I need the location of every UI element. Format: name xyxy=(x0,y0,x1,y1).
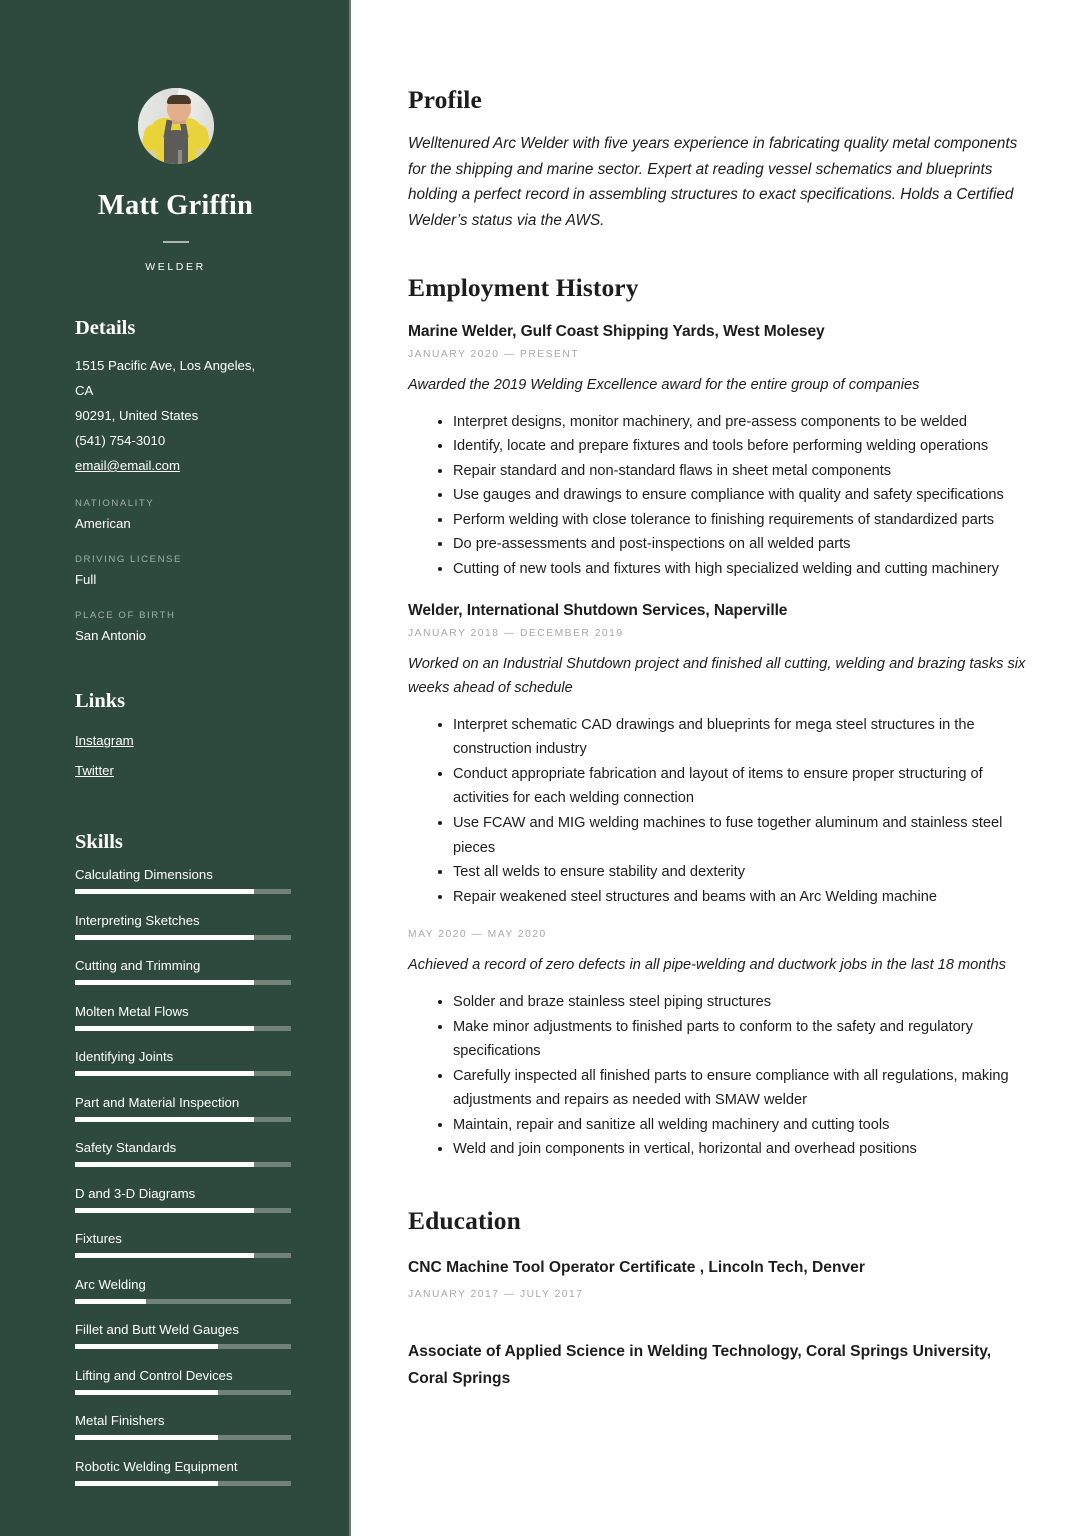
sidebar xyxy=(0,0,351,1536)
skill-level-bar xyxy=(75,1026,291,1031)
profile-text: Welltenured Arc Welder with five years experience in fabricating quality metal components for the shipping and marine sector. Expert at reading vessel schematics and blueprints holding a perfect record in assembling structures to exact specifications. Holds a Certified Welder’s status via the AWS. xyxy=(408,135,1018,229)
photo-hair xyxy=(167,95,191,104)
candidate-job-title: WELDER xyxy=(145,261,206,273)
bullet-item: • Interpret designs, monitor machinery, and pre-assess components to be welded xyxy=(453,410,1028,435)
skill-label: Part and Material Inspection xyxy=(75,1094,240,1110)
employment-entry-date: JANUARY 2018 — DECEMBER 2019 xyxy=(408,627,624,639)
skill-label: Safety Standards xyxy=(75,1140,177,1155)
education-heading: Education xyxy=(408,1206,521,1236)
skill-level-bar xyxy=(75,980,291,985)
bullet-item: • Cutting of new tools and fixtures with high specialized welding and cutting machinery xyxy=(453,557,1028,582)
section-employment-history xyxy=(408,273,1028,1162)
skills-heading: Skills xyxy=(75,831,123,853)
detail-field-value: Full xyxy=(75,572,97,587)
employment-entry-bullets xyxy=(408,713,1028,910)
skill-level-fill xyxy=(75,1299,146,1304)
skill-item xyxy=(75,1049,276,1076)
skill-label: Molten Metal Flows xyxy=(75,1003,189,1019)
link-twitter[interactable]: Twitter xyxy=(75,763,114,778)
skill-level-fill xyxy=(75,1344,218,1349)
section-profile xyxy=(408,85,1028,233)
bullet-item: • Maintain, repair and sanitize all welding machinery and cutting tools xyxy=(453,1113,1028,1138)
detail-field-place-of-birth xyxy=(75,610,276,646)
skill-level-bar xyxy=(75,889,291,894)
skill-label: Lifting and Control Devices xyxy=(75,1367,233,1383)
bullet-item: • Interpret schematic CAD drawings and blueprints for mega steel structures in the construction industry xyxy=(453,713,1028,762)
skill-level-fill xyxy=(75,1208,254,1213)
address-line-1: 1515 Pacific Ave, Los Angeles, CA xyxy=(75,358,256,398)
section-education xyxy=(408,1206,1028,1392)
skill-level-bar xyxy=(75,1299,291,1304)
bullet-item: • Solder and braze stainless steel piping structures xyxy=(453,990,1028,1015)
detail-field-value: San Antonio xyxy=(75,628,147,643)
employment-list xyxy=(408,323,1028,1162)
employment-entry-date: JANUARY 2020 — PRESENT xyxy=(408,349,580,360)
skill-label: Metal Finishers xyxy=(75,1413,165,1428)
employment-entry-summary: Awarded the 2019 Welding Excellence award for the entire group of companies xyxy=(408,377,920,393)
education-entry xyxy=(408,1338,1028,1392)
skill-level-bar xyxy=(75,1162,291,1167)
skill-level-bar xyxy=(75,1117,291,1122)
phone-number: (541) 754-3010 xyxy=(75,433,166,448)
skill-level-fill xyxy=(75,935,254,940)
skill-level-bar xyxy=(75,1344,291,1349)
avatar xyxy=(138,88,214,164)
skill-level-bar xyxy=(75,935,291,940)
skill-level-fill xyxy=(75,1481,218,1486)
employment-entry xyxy=(408,323,1028,582)
skill-level-fill xyxy=(75,1117,254,1122)
skill-level-fill xyxy=(75,980,254,985)
skills-list xyxy=(75,867,276,1486)
link-instagram[interactable]: Instagram xyxy=(75,733,134,748)
detail-field-driving-license xyxy=(75,554,276,590)
employment-entry-title: Marine Welder, Gulf Coast Shipping Yards, West Molesey xyxy=(408,323,825,340)
employment-heading: Employment History xyxy=(408,273,639,302)
skill-item xyxy=(75,1322,276,1349)
skill-level-bar xyxy=(75,1253,291,1258)
employment-entry xyxy=(408,929,1028,1162)
education-entry-date: JANUARY 2017 — JULY 2017 xyxy=(408,1289,584,1301)
detail-field-label: PLACE OF BIRTH xyxy=(75,610,176,621)
employment-entry-title: Welder, International Shutdown Services, Naperville xyxy=(408,601,788,619)
skill-level-bar xyxy=(75,1481,291,1486)
skill-item xyxy=(75,1004,276,1031)
name-divider xyxy=(163,241,189,243)
employment-entry-bullets xyxy=(408,990,1028,1162)
avatar-container xyxy=(75,0,276,164)
employment-entry-summary: Worked on an Industrial Shutdown project and finished all cutting, welding and brazing tasks six weeks ahead of schedule xyxy=(408,655,1026,697)
bullet-item: • Conduct appropriate fabrication and layout of items to ensure proper structuring of activities for each welding connection xyxy=(453,762,1028,811)
detail-field-nationality xyxy=(75,498,276,534)
skill-item xyxy=(75,1459,276,1486)
skill-item xyxy=(75,1095,276,1122)
skill-item xyxy=(75,1140,276,1167)
employment-entry xyxy=(408,602,1028,910)
skill-label: Cutting and Trimming xyxy=(75,958,201,973)
skill-label: Arc Welding xyxy=(75,1276,146,1292)
skill-level-fill xyxy=(75,1435,218,1440)
skill-level-bar xyxy=(75,1435,291,1440)
bullet-item: • Identify, locate and prepare fixtures and tools before performing welding operations xyxy=(453,434,1028,459)
bullet-item: • Weld and join components in vertical, horizontal and overhead positions xyxy=(453,1137,1028,1162)
skill-label: Robotic Welding Equipment xyxy=(75,1458,238,1474)
skill-item xyxy=(75,913,276,940)
skill-level-fill xyxy=(75,1071,254,1076)
employment-entry-summary: Achieved a record of zero defects in all pipe-welding and ductwork jobs in the last 18 months xyxy=(408,957,1006,974)
links-heading: Links xyxy=(75,690,126,712)
bullet-item: • Repair weakened steel structures and beams with an Arc Welding machine xyxy=(453,885,1028,910)
skill-level-bar xyxy=(75,1208,291,1213)
main-content xyxy=(351,0,1086,1536)
education-entry-title: CNC Machine Tool Operator Certificate , Lincoln Tech, Denver xyxy=(408,1259,865,1277)
skill-label: Identifying Joints xyxy=(75,1049,174,1064)
skill-item xyxy=(75,1231,276,1258)
skill-label: Calculating Dimensions xyxy=(75,867,213,882)
skill-item xyxy=(75,1186,276,1213)
skill-level-fill xyxy=(75,1026,254,1031)
detail-field-value: American xyxy=(75,516,131,531)
skill-item xyxy=(75,1413,276,1440)
skill-label: Interpreting Sketches xyxy=(75,912,200,928)
detail-field-label: NATIONALITY xyxy=(75,498,155,509)
bullet-item: • Test all welds to ensure stability and dexterity xyxy=(453,860,1028,885)
bullet-item: • Do pre-assessments and post-inspections on all welded parts xyxy=(453,532,1028,557)
bullet-item: • Use FCAW and MIG welding machines to fuse together aluminum and stainless steel pieces xyxy=(453,811,1028,860)
skill-item xyxy=(75,867,276,894)
bullet-item: • Perform welding with close tolerance to finishing requirements of standardized parts xyxy=(453,508,1028,533)
email-link[interactable]: email@email.com xyxy=(75,458,180,473)
employment-entry-bullets xyxy=(408,410,1028,582)
details-heading: Details xyxy=(75,317,136,339)
bullet-item: • Repair standard and non-standard flaws in sheet metal components xyxy=(453,459,1028,484)
skill-label: Fillet and Butt Weld Gauges xyxy=(75,1322,239,1337)
skill-label: D and 3-D Diagrams xyxy=(75,1185,196,1201)
skill-level-fill xyxy=(75,1390,218,1395)
candidate-name: Matt Griffin xyxy=(97,190,254,221)
bullet-item: • Make minor adjustments to finished parts to conform to the safety and regulatory specifications xyxy=(453,1015,1028,1064)
profile-heading: Profile xyxy=(408,85,482,114)
employment-entry-date: MAY 2020 — MAY 2020 xyxy=(408,929,547,941)
photo-glove-left xyxy=(140,150,157,164)
photo-overalls xyxy=(164,130,188,164)
skill-level-bar xyxy=(75,1071,291,1076)
photo-tool xyxy=(178,150,182,164)
education-list xyxy=(408,1254,1028,1392)
skill-level-bar xyxy=(75,1390,291,1395)
skill-level-fill xyxy=(75,1253,254,1258)
photo-glove-right xyxy=(195,148,212,164)
skill-item xyxy=(75,1368,276,1395)
education-entry xyxy=(408,1254,1028,1300)
detail-field-label: DRIVING LICENSE xyxy=(75,554,182,565)
skill-item xyxy=(75,1277,276,1304)
skill-item xyxy=(75,958,276,985)
address-line-2: 90291, United States xyxy=(75,408,199,423)
bullet-item: • Use gauges and drawings to ensure compliance with quality and safety specifications xyxy=(453,483,1028,508)
bullet-item: • Carefully inspected all finished parts to ensure compliance with all regulations, making adjustments and repairs as needed with SMAW welder xyxy=(453,1064,1028,1113)
skill-label: Fixtures xyxy=(75,1231,122,1246)
skill-level-fill xyxy=(75,1162,254,1167)
skill-level-fill xyxy=(75,889,254,894)
education-entry-title: Associate of Applied Science in Welding Technology, Coral Springs University, Coral Springs xyxy=(408,1343,992,1388)
